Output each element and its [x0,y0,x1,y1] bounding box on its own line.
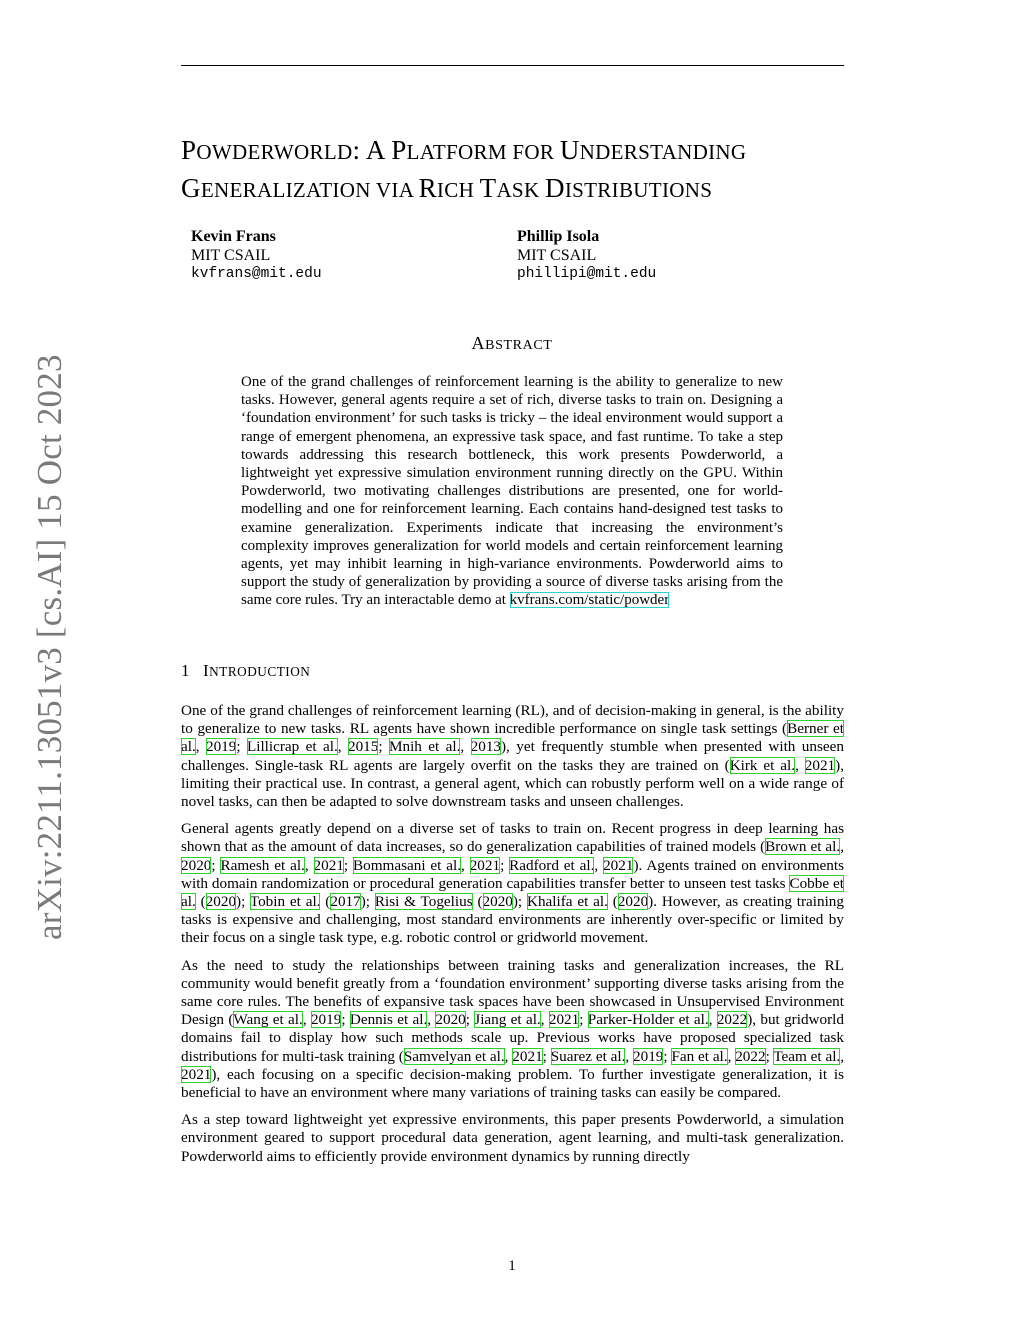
author-block-2 [517,227,777,284]
title-word-powderworld: POWDERWORLD [181,135,353,165]
paragraph-text: ), limiting their practical use. In contrast, a general agent, which can robustly perform well on a wide range of novel tasks, can then be adapted to solve downstream tasks and unseen challenges. [181,756,844,811]
citation-link[interactable]: Mnih et al. [388,738,461,756]
citation-link[interactable]: 2020 [617,893,649,911]
intro-paragraph-1 [181,702,844,811]
citation-link[interactable]: 2021 [313,856,344,874]
paragraph-text: ). However, as creating training tasks is expensive and challenging, most standard environments are inherently over-specific or limited by their focus on a single task type, e.g. robotic control or gridworld movement. [181,893,844,947]
title-line-1 [181,135,746,165]
paragraph-text: ; [542,1047,551,1065]
section-number: 1 [181,661,190,680]
intro-paragraph-4 [181,1111,844,1166]
citation-link[interactable]: Samvelyan et al. [403,1047,505,1065]
page-number: 1 [508,1258,516,1274]
abstract-text [241,373,783,610]
paragraph-text: ; [343,856,353,874]
citation-link[interactable]: 2015 [347,738,379,756]
paragraph-text: , [337,738,348,756]
intro-paragraph-3 [181,957,844,1103]
citation-link[interactable]: Suarez et al. [550,1047,626,1065]
paragraph-text: , [840,1047,845,1065]
author-name: Kevin Frans [191,228,276,245]
citation-link[interactable]: Berner et al. [181,720,845,756]
paragraph-text: , [708,1011,717,1029]
citation-link[interactable]: 2021 [469,856,501,874]
top-rule [181,65,844,66]
author-name: Phillip Isola [517,228,600,245]
paragraph-text: , [195,738,206,756]
citation-link[interactable]: Risi & Togelius [374,893,473,911]
paragraph-text: ; [211,856,221,874]
paragraph-text: , [504,1047,513,1065]
intro-paragraph-2 [181,820,844,947]
arxiv-identifier: arXiv:2211.13051v3 [cs.AI] 15 Oct 2023 [30,354,69,940]
citation-link[interactable]: Bommasani et al. [353,856,462,874]
paragraph-text: General agents greatly depend on a diverse set of tasks to train on. Recent progress in deep learning has shown that as the amount of data increases, so do generalization capabilities of trained models ( [181,820,844,856]
paragraph-text: ; [663,1047,672,1065]
paragraph-text: ); [360,893,375,911]
paragraph-text: , [304,856,314,874]
citation-link[interactable]: 2017 [330,893,361,911]
citation-link[interactable]: 2021 [548,1011,580,1029]
paragraph-text: ( [320,893,331,911]
paragraph-text: ), but gridworld domains fail to display how such methods scale up. Previous works have proposed specialized task distributions for multi-task training ( [181,1011,844,1065]
paragraph-text: ); [512,893,527,911]
citation-link[interactable]: Jiang et al. [474,1011,541,1029]
paragraph-text: , [427,1011,436,1029]
citation-link[interactable]: Radford et al. [509,856,595,874]
paragraph-text: As a step toward lightweight yet expressive environments, this paper presents Powderworld, a simulation environment geared to support procedural data generation, agent learning, and multi-task generalization. Powderworld aims to efficiently provide environment dynamics by running directly [181,1111,844,1165]
paragraph-text: ; [465,1011,475,1029]
citation-link[interactable]: Fan et al. [671,1047,728,1065]
citation-link[interactable]: 2019 [205,738,237,756]
author-affiliation: MIT CSAIL [191,247,271,264]
paragraph-text: ; [378,738,389,756]
citation-link[interactable]: 2020 [181,856,212,874]
citation-link[interactable]: 2021 [804,756,836,774]
author-email: phillipi@mit.edu [517,266,657,282]
citation-link[interactable]: Ramesh et al. [220,856,305,874]
citation-link[interactable]: 2020 [435,1011,466,1029]
citation-link[interactable]: 2021 [512,1047,543,1065]
citation-link[interactable]: Tobin et al. [249,893,321,911]
paragraph-text: , [840,838,844,856]
citation-link[interactable]: Kirk et al. [729,756,796,774]
title-rest-line-1: : A PLATFORM FOR UNDERSTANDING [352,135,747,165]
citation-link[interactable]: Cobbe et al. [181,874,844,911]
citation-link[interactable]: Lillicrap et al. [246,738,338,756]
paragraph-text: , [795,756,805,774]
citation-link[interactable]: 2021 [603,856,634,874]
paragraph-text: ), each focusing on a specific decision-making problem. To further investigate generalization, it is beneficial to have an environment where many variations of training tasks can easily be compared. [181,1065,844,1102]
citation-link[interactable]: Brown et al. [765,838,841,856]
citation-link[interactable]: 2022 [735,1047,766,1065]
title-line-2: GENERALIZATION VIA RICH TASK DISTRIBUTIONS [181,173,713,203]
citation-link[interactable]: Dennis et al. [349,1011,428,1029]
author-affiliation: MIT CSAIL [517,247,597,264]
paragraph-text: , [540,1011,549,1029]
citation-link[interactable]: Khalifa et al. [526,893,608,911]
citation-link[interactable]: 2020 [205,893,237,911]
abstract-body: One of the grand challenges of reinforcement learning is the ability to generalize to new tasks. However, general agents require a set of rich, diverse tasks to train on. Designing a ‘foundation environment’ for such tasks is tricky – the ideal environment would support a range of emergent phenomena, an expressive task space, and fast runtime. To take a step towards addressing this research bottleneck, this work presents Powderworld, a lightweight yet expressive simulation environment running directly on the GPU. Within Powderworld, two motivating challenges distributions are presented, one for world-modelling and one for reinforcement learning. Each contains hand-designed test tasks to examine generalization. Experiments indicate that increasing the environment’s complexity improves generalization for world models and certain reinforcement learning agents, yet may inhibit learning in high-variance environments. Powderworld aims to support the study of generalization by providing a source of diverse tasks arising from the same core rules. Try an interactable demo at [241,374,783,609]
paragraph-text: ( [607,893,618,911]
paragraph-text: ); [236,893,250,911]
paragraph-text: , [461,856,470,874]
paragraph-text: ( [472,893,483,911]
paragraph-text: ; [579,1011,588,1029]
introduction-body [181,702,844,1175]
section-heading-introduction [181,660,310,683]
paragraph-text: ; [765,1047,774,1065]
citation-link[interactable]: 2022 [716,1011,748,1029]
citation-link[interactable]: 2021 [181,1065,212,1083]
section-title: INTRODUCTION [203,661,311,680]
paragraph-text: , [302,1011,311,1029]
paragraph-text: ). Agents trained on environments with domain randomization or procedural generation capabilities transfer better to unseen test tasks [181,856,844,892]
paragraph-text: ; [500,856,510,874]
paragraph-text: , [460,738,471,756]
paragraph-text: ; [236,738,247,756]
paragraph-text: ; [341,1011,350,1029]
citation-link[interactable]: Team et al. [773,1047,841,1065]
paragraph-text: , [625,1047,634,1065]
paragraph-text: One of the grand challenges of reinforcement learning (RL), and of decision-making in general, is the ability to generalize to new tasks. RL agents have shown incredible performance on single task settings ( [181,702,844,738]
citation-link[interactable]: Parker-Holder et al. [587,1011,709,1029]
citation-link[interactable]: 2019 [310,1011,342,1029]
paragraph-text: ( [195,893,206,911]
author-block-1 [191,227,451,284]
citation-link[interactable]: 2020 [482,893,513,911]
paragraph-text: , [594,856,604,874]
paragraph-text: , [727,1047,736,1065]
paragraph-text: As the need to study the relationships between training tasks and generalization increases, the RL community would benefit greatly from a ‘foundation environment’ supporting diverse tasks arising from the same core rules. The benefits of expansive task spaces have been showcased in Unsupervised Environment Design ( [181,956,844,1029]
citation-link[interactable]: Wang et al. [233,1011,303,1029]
citation-link[interactable]: 2013 [470,738,501,756]
paragraph-text: ), yet frequently stumble when presented with unseen challenges. Single-task RL agents are largely overfit on the tasks they are trained on ( [181,738,844,774]
author-email: kvfrans@mit.edu [191,266,322,282]
paper-title [181,132,861,208]
demo-link[interactable]: kvfrans.com/static/powder [509,592,670,609]
abstract-heading: ABSTRACT [471,333,553,353]
citation-link[interactable]: 2019 [633,1047,664,1065]
